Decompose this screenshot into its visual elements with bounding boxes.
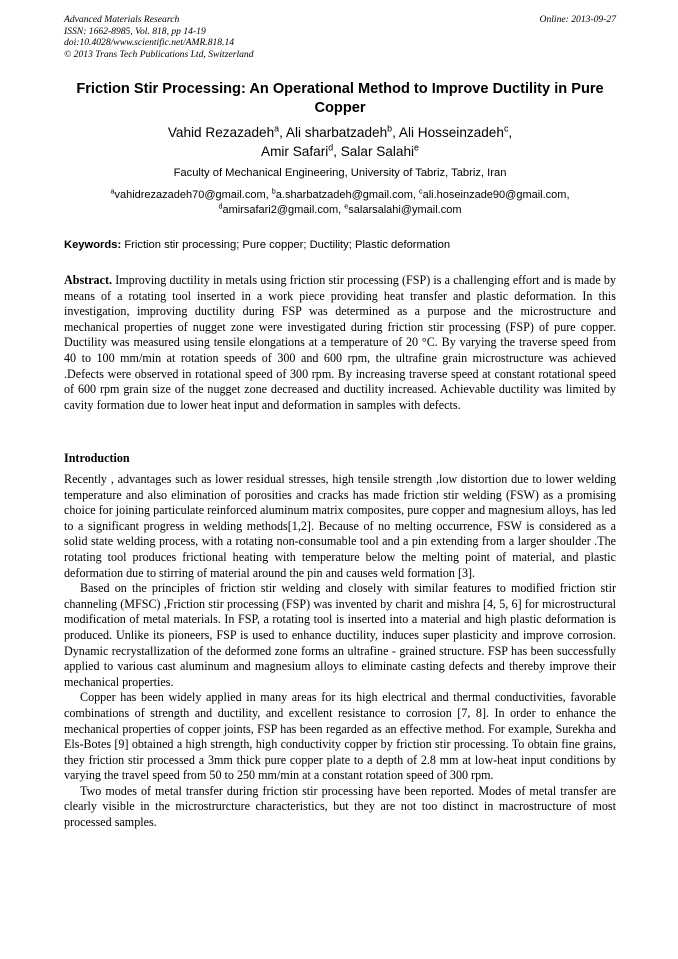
author-name: Salar Salahi — [340, 144, 415, 159]
author-emails: $^a$vahidrezazadeh70@gmail.com, $^b$a.sharbatzadeh@gmail.com, $^c$ali.hoseinzade90@gmail.com, $^d$amirsafari2@gmail.com, $^e$salarsalahi@ymail.com — [110, 187, 570, 216]
paragraph: Copper has been widely applied in many areas for its high electrical and thermal conductivities, favorable combinations of strength and ductility, and excellent resistance to corrosion [7, 8]. In order to enhance the mechanical properties of copper joints, FSP has been regarded as an effective method. For example, Surekha and Els-Botes [9] obtained a high strength, high conductivity copper by friction stir processing. To obtain fine grains, they friction stir processed a 3mm thick pure copper plate to a depth of 2.8 mm at low-heat input conditions by varying the travel speed from 50 to 250 mm/min at a constant rotation speed of 300 rpm. — [64, 690, 616, 783]
email-mark: d — [218, 201, 223, 210]
keywords-text: Friction stir processing; Pure copper; Ductility; Plastic deformation — [124, 239, 451, 251]
journal-name: Advanced Materials Research — [64, 14, 180, 25]
author-mark: b — [387, 123, 393, 134]
author-mark: a — [274, 123, 280, 134]
journal-issn: ISSN: 1662-8985, Vol. 818, pp 14-19 — [64, 25, 206, 37]
author-name: Ali Hosseinzadeh — [398, 125, 504, 140]
author-name: Ali sharbatzadeh — [285, 125, 388, 140]
email-mark: c — [419, 187, 423, 196]
paper-title: Friction Stir Processing: An Operational Method to Improve Ductility in Pure Copper — [76, 81, 604, 116]
journal-header — [64, 14, 616, 60]
email-link[interactable]: amirsafari2@gmail.com — [222, 203, 339, 216]
journal-doi: doi:10.4028/www.scientific.net/AMR.818.14 — [64, 37, 235, 49]
introduction-body — [64, 472, 616, 831]
email-link[interactable]: ali.hoseinzade90@gmail.com — [422, 189, 567, 201]
keywords-label: Keywords: — [64, 239, 122, 251]
online-date: Online: 2013-09-27 — [539, 14, 616, 25]
email-link[interactable]: a.sharbatzadeh@gmail.com — [275, 189, 413, 201]
author-name: Vahid Rezazadeh — [167, 125, 275, 140]
email-link[interactable]: salarsalahi@ymail.com — [348, 203, 462, 216]
email-mark: b — [271, 187, 276, 196]
paragraph: Two modes of metal transfer during friction stir processing have been reported. Modes of metal transfer are clearly visible in the microstrurcture characteristics, but they are not too distinct in macrostructure of most processed samples. — [64, 783, 616, 830]
abstract — [64, 273, 616, 413]
abstract-text: Improving ductility in metals using friction stir processing (FSP) is a challenging effort and is made by means of a rotating tool inserted in a work piece providing heat transfer and plastic deformation. In this investigation, improving ductility during FSP was determined as a purpose and the microstructure and mechanical properties of nugget zone were investigated during friction stir processing (FSP) of pure copper. Ductility was measured using tensile elongations at a temperature of 20 °C. By varying the traverse speed from 40 to 100 mm/min at rotation speeds of 300 and 600 rpm, the ultrafine grain microstructure was achieved .Defects were observed in rotational speed of 300 rpm. By increasing traverse speed at constant rotational speed of 600 rpm grain size of the nugget zone decreased and ductility increased. Achievable ductility was limited by cavity formation due to lower heat input and deformation in samples with defects. — [64, 273, 616, 412]
paragraph: Recently , advantages such as lower residual stresses, high tensile strength ,low distortion due to lower welding temperature and also elimination of porosities and cracks has made friction stir welding (FSW) as a promising choice for joining particulate reinforced aluminum matrix composites, pure copper and magnesium alloys, has led to a significant progress in welding methods[1,2]. Because of no melting occurrence, FSW is considered as a solid state welding process, with a rotating non-consumable tool and a pin extending from a larger shoulder .The rotating tool produces frictional heating with temperature below the melting point of material, and plastic deformation due to stirring of material around the pin and causes weld formation [3]. — [64, 472, 616, 580]
abstract-label: Abstract. — [64, 273, 113, 287]
author-mark: c — [503, 123, 509, 134]
author-name: Amir Safari — [261, 144, 329, 159]
email-link[interactable]: vahidrezazadeh70@gmail.com — [114, 189, 266, 201]
email-mark: a — [110, 187, 115, 196]
journal-copyright: © 2013 Trans Tech Publications Ltd, Switzerland — [64, 48, 254, 60]
affiliation: Faculty of Mechanical Engineering, University of Tabriz, Tabriz, Iran — [173, 167, 507, 179]
author-list: Vahid Rezazadeh$^a$, Ali sharbatzadeh$^b$, Ali Hosseinzadeh$^c$, Amir Safari$^d$, Salar Salahi$^e$ — [167, 123, 513, 159]
paragraph: Based on the principles of friction stir welding and closely with similar features to modified friction stir channeling (MFSC) ,Friction stir processing (FSP) was invented by charit and mishra [4, 5, 6] for microstructural modification of metal materials. In FSP, a rotating tool is inserted into a material and high plastic deformation is produced. Unlike its pioneers, FSP is used to enhance ductility, induces super plasticity and improve corrosion. Dynamic recrystallization of the deformed zone forms an ultrafine - grained structure. FSP has been successfully applied to various cast aluminum and magnesium alloys to eliminate casting defects and thereby improve their mechanical properties. — [64, 581, 616, 689]
keywords — [64, 238, 616, 252]
author-mark: d — [328, 142, 334, 153]
section-heading-introduction: Introduction — [64, 451, 130, 465]
email-mark: e — [344, 201, 349, 210]
author-mark: e — [414, 142, 419, 153]
